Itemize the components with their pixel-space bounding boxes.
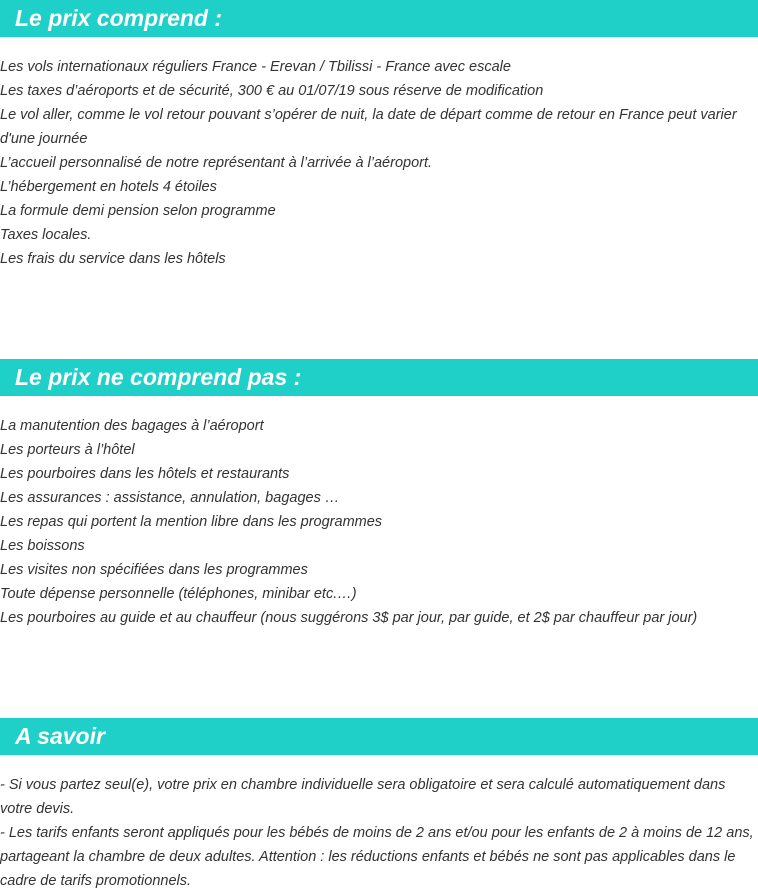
excludes-section <box>0 359 758 630</box>
list-item: Les vols internationaux réguliers France - Erevan / Tbilissi - France avec escale <box>0 59 511 75</box>
excludes-list <box>0 414 758 630</box>
notes-list <box>0 773 758 893</box>
list-item: La formule demi pension selon programme <box>0 203 276 219</box>
list-item: Les taxes d’aéroports et de sécurité, 300 € au 01/07/19 sous réserve de modification <box>0 83 544 99</box>
excludes-heading: Le prix ne comprend pas : <box>0 359 758 396</box>
note-item: - Si vous partez seul(e), votre prix en chambre individuelle sera obligatoire et sera calculé automatiquement dans votre devis. <box>0 777 726 817</box>
list-item: La manutention des bagages à l’aéroport <box>0 418 264 434</box>
notes-heading: A savoir <box>0 718 758 755</box>
list-item: Les frais du service dans les hôtels <box>0 251 226 267</box>
list-item: L’accueil personnalisé de notre représentant à l’arrivée à l’aéroport. <box>0 155 433 171</box>
list-item: L’hébergement en hotels 4 étoiles <box>0 179 217 195</box>
includes-section <box>0 0 758 271</box>
list-item: Les porteurs à l’hôtel <box>0 442 135 458</box>
list-item: Les visites non spécifiées dans les programmes <box>0 562 308 578</box>
list-item: Le vol aller, comme le vol retour pouvant s’opérer de nuit, la date de départ comme de retour en France peut varier d'une journée <box>0 107 737 147</box>
includes-heading: Le prix comprend : <box>0 0 758 37</box>
list-item: Les pourboires dans les hôtels et restaurants <box>0 466 290 482</box>
list-item: Les repas qui portent la mention libre dans les programmes <box>0 514 383 530</box>
includes-list <box>0 55 758 271</box>
list-item: Les pourboires au guide et au chauffeur (nous suggérons 3$ par jour, par guide, et 2$ par chauffeur par jour) <box>0 610 698 626</box>
list-item: Taxes locales. <box>0 227 92 243</box>
list-item: Les assurances : assistance, annulation, bagages … <box>0 490 340 506</box>
notes-section <box>0 718 758 893</box>
note-item: - Les tarifs enfants seront appliqués pour les bébés de moins de 2 ans et/ou pour les enfants de 2 à moins de 12 ans, partageant la chambre de deux adultes. Attention : les réductions enfants et bébés ne sont pas applicables dans le cadre de tarifs promotionnels. <box>0 825 754 889</box>
list-item: Toute dépense personnelle (téléphones, minibar etc.…) <box>0 586 357 602</box>
list-item: Les boissons <box>0 538 85 554</box>
